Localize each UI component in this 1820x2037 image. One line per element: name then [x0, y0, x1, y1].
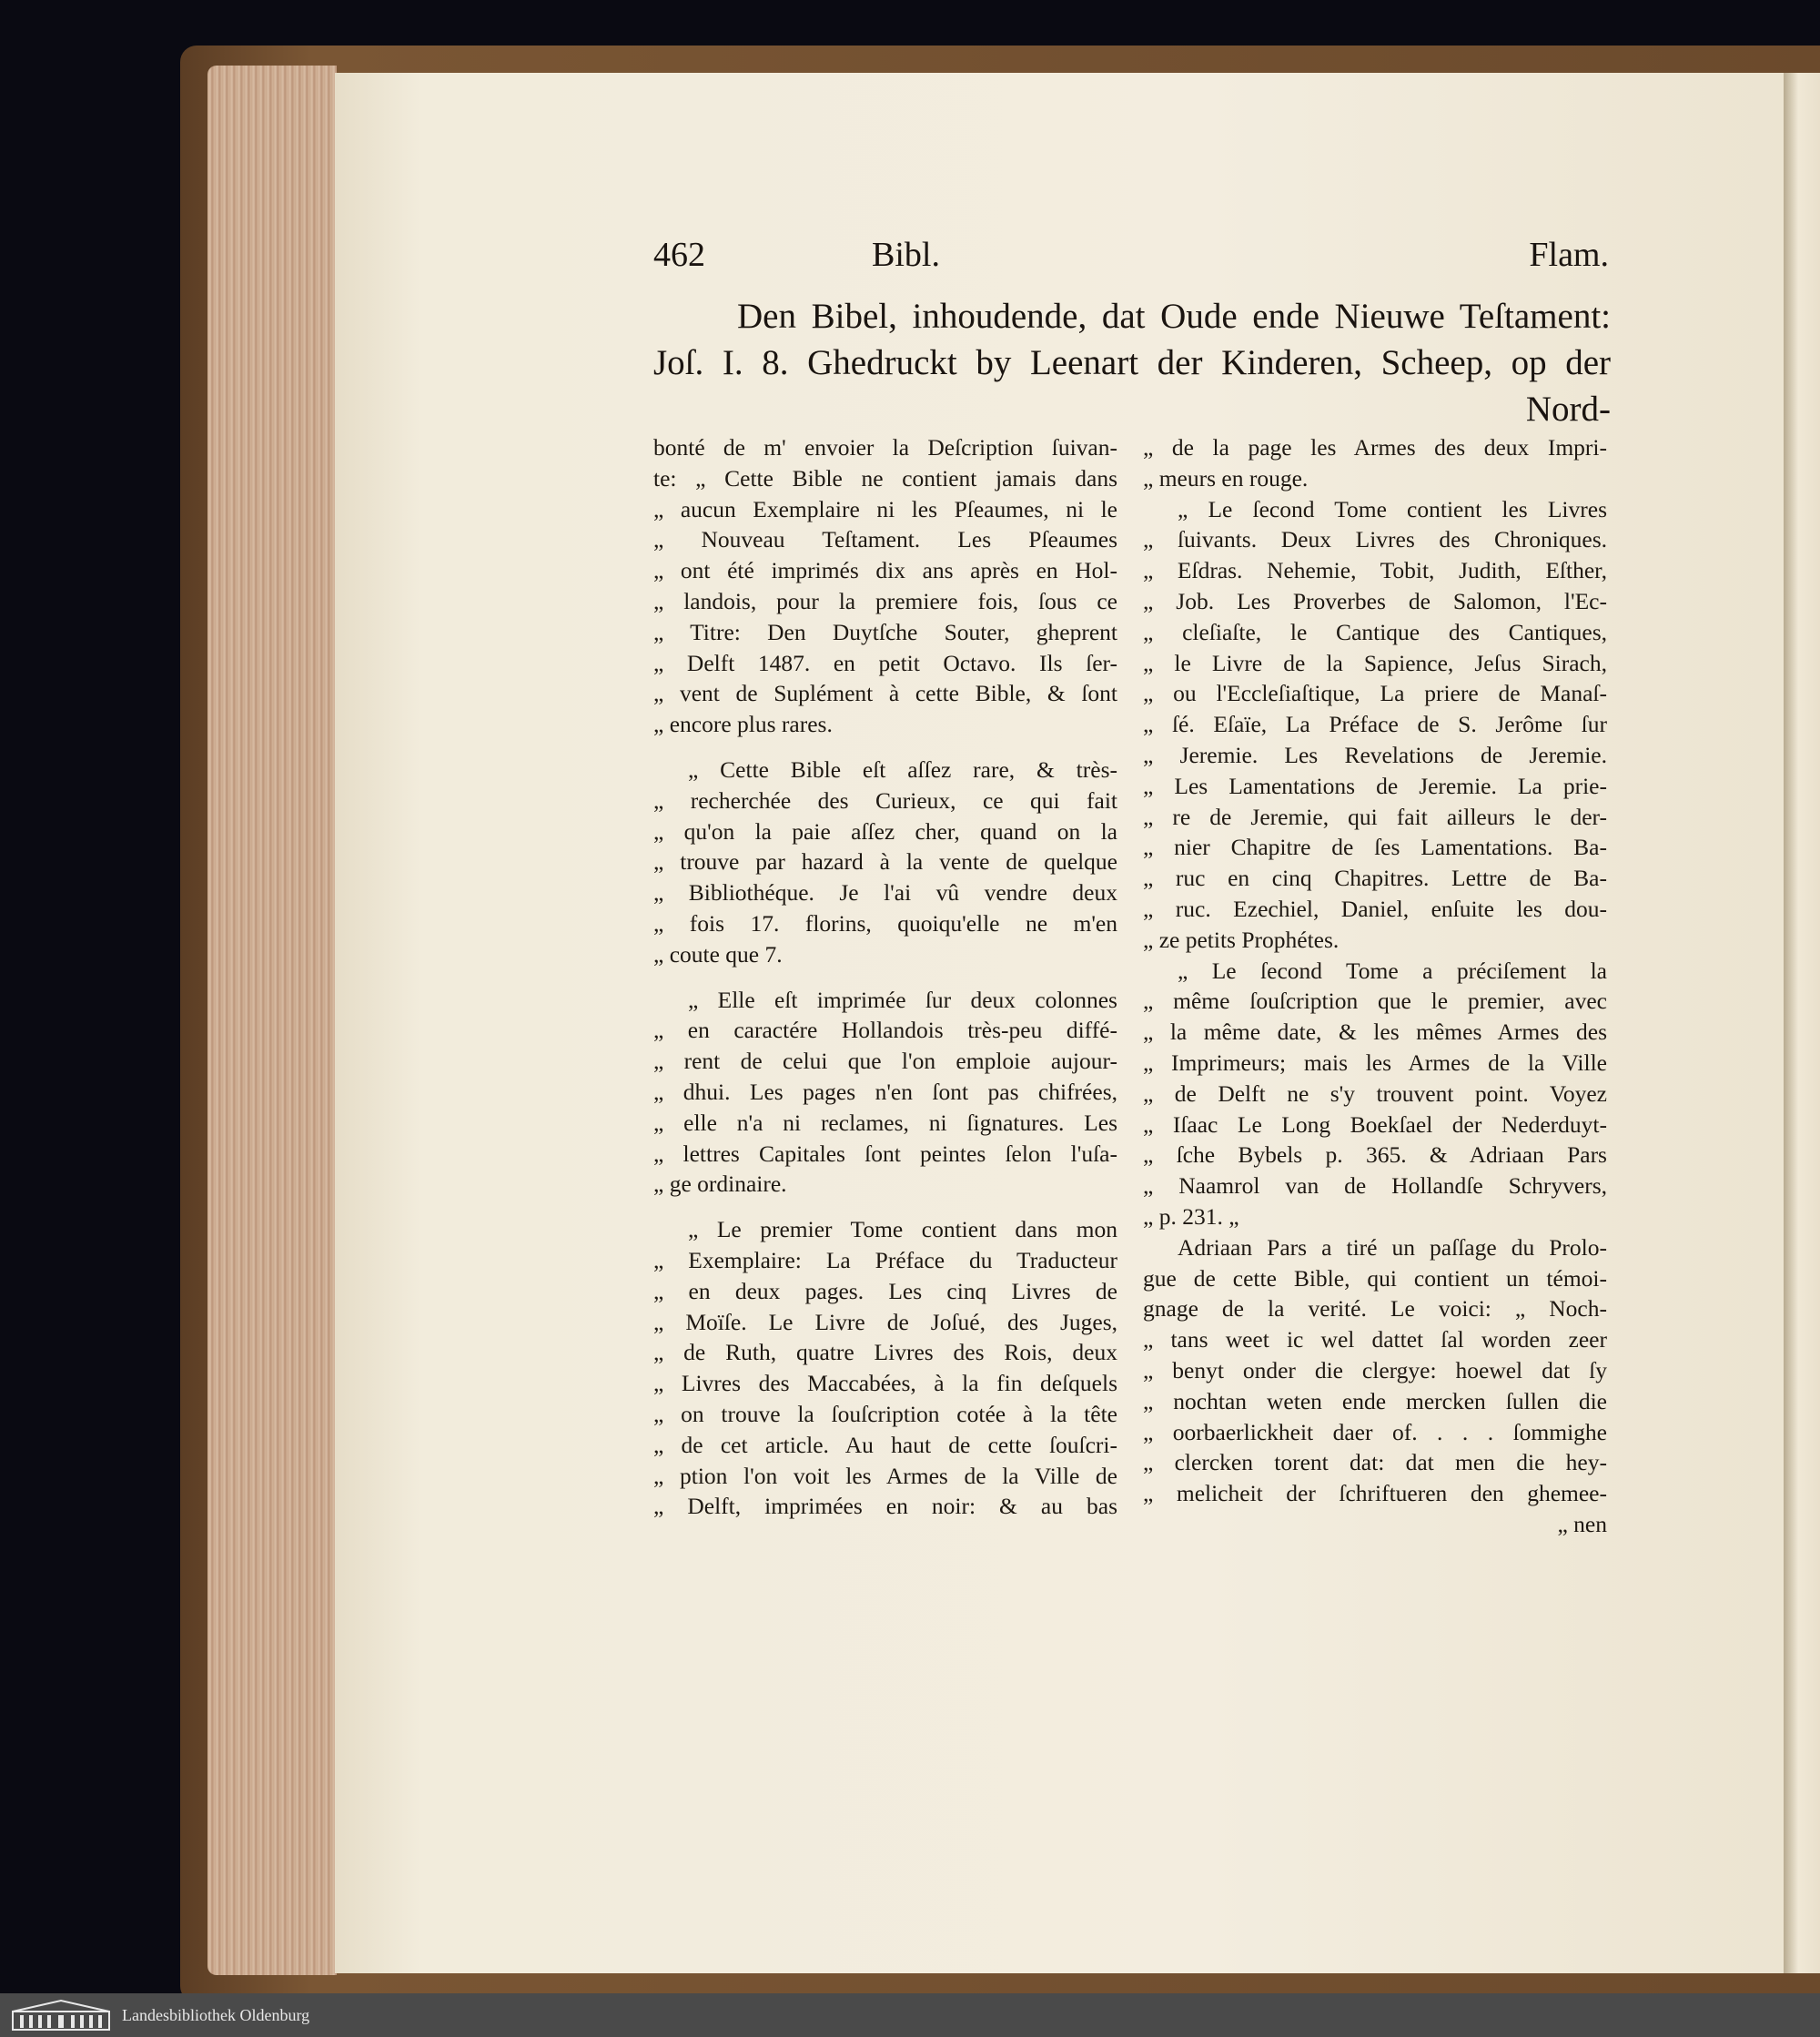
title-line: Joſ. I. 8. Ghedruckt by Leenart der Kinderen, Scheep, op der — [653, 343, 1611, 382]
title-line: Den Bibel, inhoudende, dat Oude ende Nieuwe Teſtament: — [737, 297, 1611, 336]
text-line: „ de Ruth, quatre Livres des Rois, deux — [653, 1339, 1117, 1366]
text-line: „ ou l'Eccleſiaſtique, La priere de Manaſ- — [1143, 680, 1607, 707]
text-line: „ de cet article. Au haut de cette ſouſcri- — [653, 1431, 1117, 1458]
text-line: „ le Livre de la Sapience, Jeſus Sirach, — [1143, 649, 1607, 676]
text-line: „ Eſdras. Nehemie, Tobit, Judith, Eſther, — [1143, 557, 1607, 584]
text-line: „ Exemplaire: La Préface du Traducteur — [653, 1246, 1117, 1273]
header-center: Bibl. — [872, 236, 940, 274]
text-line: „ benyt onder die clergye: hoewel dat ſy — [1143, 1356, 1607, 1383]
text-line: „ recherchée des Curieux, ce qui fait — [653, 786, 1117, 814]
text-line: „ Titre: Den Duytſche Souter, gheprent — [653, 618, 1117, 645]
left-column — [653, 432, 1117, 1522]
text-line: „ Le ſecond Tome contient les Livres — [1178, 495, 1607, 522]
text-line: „ coute que 7. — [653, 940, 783, 968]
text-line: „ elle n'a ni reclames, ni ſignatures. Les — [653, 1109, 1117, 1136]
text-line: „ Elle eſt imprimée ſur deux colonnes — [688, 986, 1117, 1013]
text-line: „ Delft, imprimées en noir: & au bas — [653, 1493, 1117, 1520]
text-line: „ Imprimeurs; mais les Armes de la Ville — [1143, 1049, 1607, 1076]
text-line: „ nochtan weten ende mercken ſullen die — [1143, 1387, 1607, 1414]
facing-page-edge — [1784, 73, 1820, 1973]
text-line: „ encore plus rares. — [653, 711, 833, 738]
text-line: „ landois, pour la premiere fois, ſous ce — [653, 587, 1117, 614]
text-line: „ Cette Bible eſt aſſez rare, & très- — [688, 755, 1117, 783]
right-column — [1143, 432, 1607, 1540]
text-line: „ Livres des Maccabées, à la fin deſquels — [653, 1370, 1117, 1397]
text-line: „ Naamrol van de Hollandſe Schryvers, — [1143, 1172, 1607, 1200]
text-line: „ melicheit der ſchriftueren den ghemee- — [1143, 1480, 1607, 1507]
text-line: „ tans weet ic wel dattet ſal worden zeer — [1143, 1326, 1607, 1353]
footer-bar — [0, 1993, 1820, 2037]
text-line: „ ge ordinaire. — [653, 1171, 787, 1198]
text-line: „ Delft 1487. en petit Octavo. Ils ſer- — [653, 649, 1117, 676]
text-line: „ qu'on la paie aſſez cher, quand on la — [653, 817, 1117, 845]
text-line: Adriaan Pars a tiré un paſſage du Prolo- — [1178, 1233, 1607, 1261]
text-line: „ même ſouſcription que le premier, avec — [1143, 988, 1607, 1015]
text-line: „ en deux pages. Les cinq Livres de — [653, 1277, 1117, 1304]
text-line: „ lettres Capitales ſont peintes ſelon l'uſa- — [653, 1140, 1117, 1167]
running-header — [653, 235, 1609, 280]
text-line: „ la même date, & les mêmes Armes des — [1143, 1019, 1607, 1046]
text-line: „ dhui. Les pages n'en ſont pas chifrées, — [653, 1078, 1117, 1105]
text-line: te: „ Cette Bible ne contient jamais dans — [653, 464, 1117, 492]
title-line: Nord- — [1525, 390, 1611, 429]
text-line: „ Le premier Tome contient dans mon — [688, 1216, 1117, 1243]
text-line: „ Moïſe. Le Livre de Joſué, des Juges, — [653, 1308, 1117, 1335]
text-line: „ ſche Bybels p. 365. & Adriaan Pars — [1143, 1141, 1607, 1169]
text-line: „ de la page les Armes des deux Impri- — [1143, 434, 1607, 461]
text-line: „ clercken torent dat: dat men die hey- — [1143, 1449, 1607, 1476]
text-line: „ en caractére Hollandois très-peu diffé- — [653, 1017, 1117, 1044]
text-line: „ ption l'on voit les Armes de la Ville de — [653, 1462, 1117, 1489]
text-line: gue de cette Bible, qui contient un témoi- — [1143, 1264, 1607, 1292]
text-line: „ Les Lamentations de Jeremie. La prie- — [1143, 772, 1607, 799]
text-line: „ ſé. Eſaïe, La Préface de S. Jerôme ſur — [1143, 711, 1607, 738]
page-edges — [207, 66, 337, 1975]
text-line: „ Nouveau Teſtament. Les Pſeaumes — [653, 526, 1117, 553]
text-line: „ ze petits Prophétes. — [1143, 926, 1340, 953]
text-line: „ ruc en cinq Chapitres. Lettre de Ba- — [1143, 865, 1607, 892]
text-line: „ fois 17. florins, quoiqu'elle ne m'en — [653, 909, 1117, 937]
text-line: „ re de Jeremie, qui fait ailleurs le der- — [1143, 803, 1607, 830]
text-line: „ on trouve la ſouſcription cotée à la tête — [653, 1400, 1117, 1427]
text-line: bonté de m' envoier la Deſcription ſuivan- — [653, 434, 1117, 461]
text-line: „ Iſaac Le Long Boekſael der Nederduyt- — [1143, 1110, 1607, 1138]
text-line: „ cleſiaſte, le Cantique des Cantiques, — [1143, 618, 1607, 645]
text-line: gnage de la verité. Le voici: „ Noch- — [1143, 1295, 1607, 1323]
text-line: „ trouve par hazard à la vente de quelque — [653, 848, 1117, 876]
text-line: „ Job. Les Proverbes de Salomon, l'Ec- — [1143, 587, 1607, 614]
library-building-icon — [11, 1999, 111, 2032]
text-line: „ ſuivants. Deux Livres des Chroniques. — [1143, 526, 1607, 553]
text-line: „ p. 231. „ — [1143, 1202, 1239, 1230]
text-line: „ Le ſecond Tome a préciſement la — [1178, 957, 1607, 984]
text-line: „ nier Chapitre de ſes Lamentations. Ba- — [1143, 834, 1607, 861]
text-line: „ meurs en rouge. — [1143, 464, 1309, 492]
library-name: Landesbibliothek Oldenburg — [122, 2005, 310, 2024]
text-line: „ de Delft ne s'y trouvent point. Voyez — [1143, 1079, 1607, 1107]
text-line: „ ont été imprimés dix ans après en Hol- — [653, 557, 1117, 584]
text-line: „ ruc. Ezechiel, Daniel, enſuite les dou- — [1143, 895, 1607, 922]
entry-title — [653, 293, 1611, 432]
text-line: „ Jeremie. Les Revelations de Jeremie. — [1143, 741, 1607, 768]
page-number: 462 — [653, 236, 705, 274]
text-line: „ rent de celui que l'on emploie aujour- — [653, 1048, 1117, 1075]
text-line: „ nen — [1557, 1510, 1607, 1537]
text-line: „ vent de Suplément à cette Bible, & ſont — [653, 680, 1117, 707]
header-right: Flam. — [1529, 236, 1609, 274]
text-line: „ aucun Exemplaire ni les Pſeaumes, ni le — [653, 495, 1117, 522]
text-line: „ oorbaerlickheit daer of. . . . ſommighe — [1143, 1418, 1607, 1445]
text-line: „ Bibliothéque. Je l'ai vû vendre deux — [653, 879, 1117, 907]
